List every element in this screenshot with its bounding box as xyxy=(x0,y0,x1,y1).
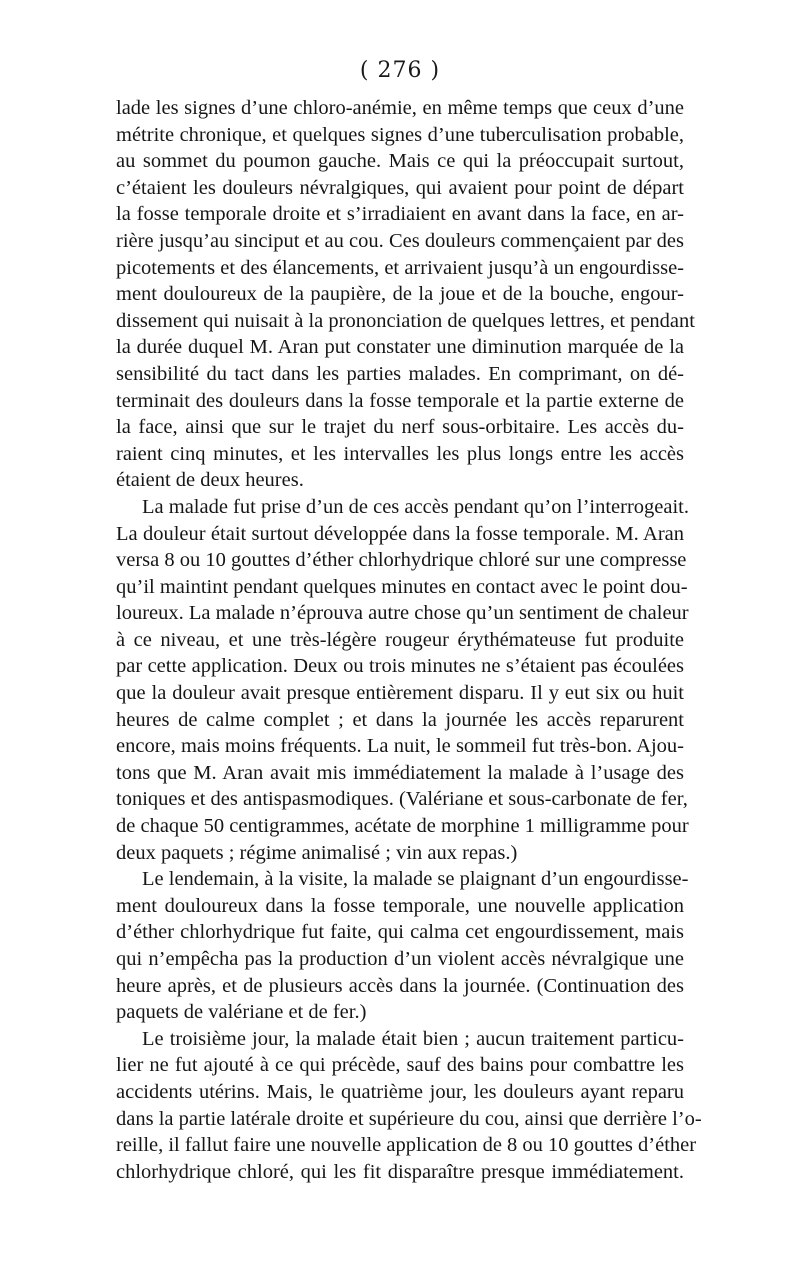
text-line: picotements et des élancements, et arrivaient jusqu’à un engourdisse- xyxy=(116,256,684,279)
text-line: La douleur était surtout développée dans la fosse temporale. M. Aran xyxy=(116,522,684,545)
text-line: ment douloureux dans la fosse temporale, une nouvelle application xyxy=(116,894,684,917)
text-line: sensibilité du tact dans les parties malades. En comprimant, on dé- xyxy=(116,362,684,385)
text-line: qu’il maintint pendant quelques minutes en contact avec le point dou- xyxy=(116,575,688,598)
text-line: que la douleur avait presque entièrement disparu. Il y eut six ou huit xyxy=(116,682,684,705)
text-line: dissement qui nuisait à la prononciation de quelques lettres, et pendant xyxy=(116,309,695,332)
text-line: raient cinq minutes, et les intervalles les plus longs entre les accès xyxy=(116,442,684,465)
text-line: accidents utérins. Mais, le quatrième jour, les douleurs ayant reparu xyxy=(116,1080,684,1103)
text-line: ment douloureux de la paupière, de la joue et de la bouche, engour- xyxy=(116,283,684,306)
text-line: au sommet du poumon gauche. Mais ce qui la préoccupait surtout, xyxy=(116,150,684,173)
body-text xyxy=(116,95,702,1185)
text-line: La malade fut prise d’un de ces accès pendant qu’on l’interrogeait. xyxy=(142,495,690,518)
text-line: chlorhydrique chloré, qui les fit disparaître presque immédiatement. xyxy=(116,1160,684,1183)
text-line: de chaque 50 centigrammes, acétate de morphine 1 milligramme pour xyxy=(116,815,689,838)
text-line: la face, ainsi que sur le trajet du nerf sous-orbitaire. Les accès du- xyxy=(116,416,684,439)
text-line: heure après, et de plusieurs accès dans la journée. (Continuation des xyxy=(116,974,684,997)
text-line: la durée duquel M. Aran put constater une diminution marquée de la xyxy=(116,336,684,359)
text-line: lier ne fut ajouté à ce qui précède, sauf des bains pour combattre les xyxy=(116,1054,684,1077)
text-line: paquets de valériane et de fer.) xyxy=(116,1001,367,1024)
text-line: dans la partie latérale droite et supérieure du cou, ainsi que derrière l’o- xyxy=(116,1107,702,1130)
text-line: encore, mais moins fréquents. La nuit, le sommeil fut très-bon. Ajou- xyxy=(116,735,684,758)
text-line: c’étaient les douleurs névralgiques, qui avaient pour point de départ xyxy=(116,176,684,199)
text-line: la fosse temporale droite et s’irradiaient en avant dans la face, en ar- xyxy=(116,203,684,226)
text-line: qui n’empêcha pas la production d’un violent accès névralgique une xyxy=(116,948,684,970)
text-line: étaient de deux heures. xyxy=(116,469,304,492)
text-line: terminait des douleurs dans la fosse temporale et la partie externe de xyxy=(116,389,684,412)
text-line: par cette application. Deux ou trois minutes ne s’étaient pas écoulées xyxy=(116,655,684,678)
page-number: ( 276 ) xyxy=(359,58,441,83)
text-line: à ce niveau, et une très-légère rougeur érythémateuse fut produite xyxy=(116,628,684,651)
text-line: versa 8 ou 10 gouttes d’éther chlorhydrique chloré sur une compresse xyxy=(116,549,687,572)
text-line: métrite chronique, et quelques signes d’une tuberculisation probable, xyxy=(116,123,684,146)
text-line: tons que M. Aran avait mis immédiatement la malade à l’usage des xyxy=(116,761,684,784)
text-line: rière jusqu’au sinciput et au cou. Ces douleurs commençaient par des xyxy=(116,229,684,252)
text-line: toniques et des antispasmodiques. (Valériane et sous-carbonate de fer, xyxy=(116,788,688,811)
text-line: heures de calme complet ; et dans la journée les accès reparurent xyxy=(116,708,684,731)
text-line: Le troisième jour, la malade était bien ; aucun traitement particu- xyxy=(142,1027,684,1050)
text-line: loureux. La malade n’éprouva autre chose qu’un sentiment de chaleur xyxy=(116,602,689,625)
text-line: lade les signes d’une chloro-anémie, en même temps que ceux d’une xyxy=(116,97,684,119)
text-line: Le lendemain, à la visite, la malade se plaignant d’un engourdisse- xyxy=(142,868,689,891)
text-line: deux paquets ; régime animalisé ; vin aux repas.) xyxy=(116,841,518,864)
text-line: d’éther chlorhydrique fut faite, qui calma cet engourdissement, mais xyxy=(116,921,684,944)
text-line: reille, il fallut faire une nouvelle application de 8 ou 10 gouttes d’éther xyxy=(116,1134,697,1157)
